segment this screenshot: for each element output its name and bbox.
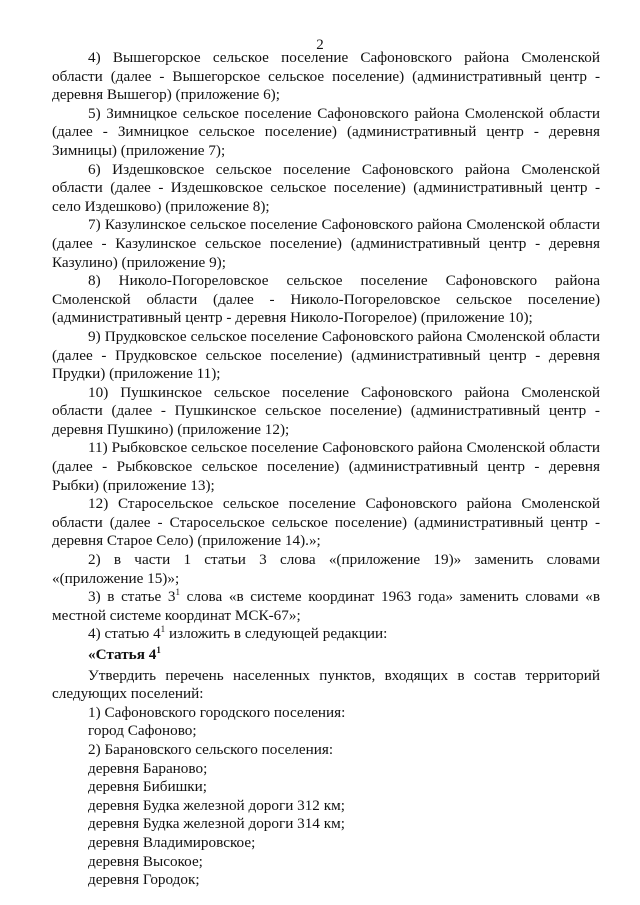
settlement-2-place: деревня Высокое; xyxy=(88,852,203,870)
amendment-3-after: слова «в системе координат 1963 года» заменить словами «в местной системе координат МСК-67»; xyxy=(52,588,600,624)
paragraph-amendment-2: 2) в части 1 статьи 3 слова «(приложение 19)» заменить словами «(приложение 15)»; xyxy=(52,551,600,587)
settlement-2-place: деревня Бараново; xyxy=(88,759,208,777)
paragraph-item-11: 11) Рыбковское сельское поселение Сафоновского района Смоленской области (далее - Рыбковское сельское поселение) (административный центр - деревня Рыбки) (приложение 13); xyxy=(52,439,600,494)
settlement-2-place: деревня Бибишки; xyxy=(88,778,208,796)
settlement-1-place: город Сафоново; xyxy=(88,722,197,740)
paragraph-item-4: 4) Вышегорское сельское поселение Сафоновского района Смоленской области (далее - Вышегорское сельское поселение) (административный центр - деревня Вышегор) (приложение 6); xyxy=(52,49,600,104)
settlement-2-heading: 2) Барановского сельского поселения: xyxy=(88,740,334,758)
document-body xyxy=(52,49,600,890)
article-heading-superscript: 1 xyxy=(156,645,161,655)
paragraph-item-6: 6) Издешковское сельское поселение Сафоновского района Смоленской области (далее - Издешковское сельское поселение) (административный центр - село Издешково) (приложение 8); xyxy=(52,160,600,215)
amendment-3-superscript: 1 xyxy=(175,587,181,598)
paragraph-approve: Утвердить перечень населенных пунктов, входящих в состав территорий следующих поселений: xyxy=(52,666,600,703)
settlement-2-place: деревня Владимировское; xyxy=(88,833,256,851)
settlement-2-place: деревня Будка железной дороги 312 км; xyxy=(88,796,345,814)
settlement-2-place: деревня Будка железной дороги 314 км; xyxy=(88,815,345,833)
paragraph-item-10: 10) Пушкинское сельское поселение Сафоновского района Смоленской области (далее - Пушкинское сельское поселение) (административный центр - деревня Пушкино) (приложение 12); xyxy=(52,383,600,438)
paragraph-item-9: 9) Прудковское сельское поселение Сафоновского района Смоленской области (далее - Прудковское сельское поселение) (административный центр - деревня Прудки) (приложение 11); xyxy=(52,327,600,383)
amendment-4-after: изложить в следующей редакции: xyxy=(165,625,388,643)
paragraph-item-12: 12) Старосельское сельское поселение Сафоновского района Смоленской области (далее - Старосельское сельское поселение) (административный центр - деревня Старое Село) (приложение 14).»; xyxy=(52,495,600,550)
article-heading-text: «Статья 4 xyxy=(88,646,157,663)
paragraph-amendment-4 xyxy=(52,625,600,644)
page-number: 2 xyxy=(316,37,324,53)
paragraph-item-7: 7) Казулинское сельское поселение Сафоновского района Смоленской области (далее - Казулинское сельское поселение) (административный центр - деревня Казулино) (приложение 9); xyxy=(52,216,600,271)
amendment-4-before: 4) статью 4 xyxy=(88,625,161,643)
settlement-1-heading: 1) Сафоновского городского поселения: xyxy=(88,703,346,721)
amendment-4-superscript: 1 xyxy=(160,624,166,635)
article-heading xyxy=(52,646,600,665)
settlement-2-place: деревня Городок; xyxy=(88,871,200,889)
paragraph-item-5: 5) Зимницкое сельское поселение Сафоновского района Смоленской области (далее - Зимницкое сельское поселение) (административный центр - деревня Зимницы) (приложение 7); xyxy=(52,104,600,159)
paragraph-amendment-3 xyxy=(52,588,600,625)
paragraph-item-8: 8) Николо-Погореловское сельское поселение Сафоновского района Смоленской области (далее - Николо-Погореловское сельское поселение) (административный центр - деревня Николо-Погорелое) (приложение 10); xyxy=(52,272,600,327)
amendment-3-before: 3) в статье 3 xyxy=(88,588,176,606)
